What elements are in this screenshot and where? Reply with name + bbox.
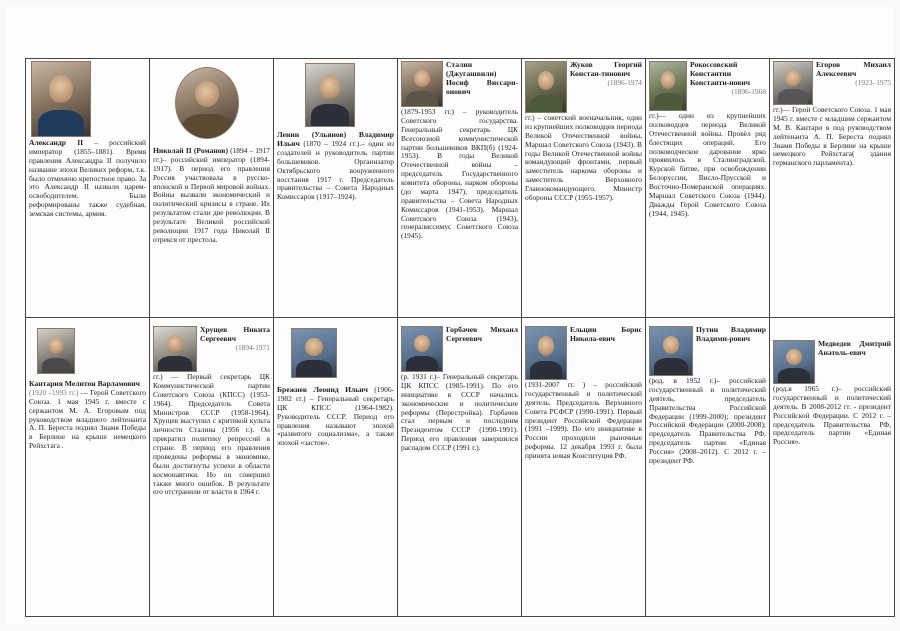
person-name: Хрущев Никита Сергеевич — [200, 325, 270, 343]
person-bio: (1879-1953 гг.) – руководитель Советского государства. Генеральный секретарь ЦК Всесоюзной коммунистической партии большевиков ВКП(б) (1924-1953). В годы Великой Отечественной войны – председатель Государственного комитета обороны, нарком обороны (до марта 1947), председатель правительства – Совета Народных Комиссаров (1941-1953). Маршал Советского Союза (1943), генералиссимус Советского Союза (1945). — [401, 107, 518, 241]
portrait-image — [175, 67, 239, 139]
portrait-image — [525, 326, 567, 380]
person-bio: (1870 – 1924 гг.).– один из создателей и руководитель партии большевиков. Организатор Октябрьского вооруженного восстания 1917 г. Председатель правительства – Совета Народных Комиссаров (1917–1924). — [277, 138, 394, 202]
card-stalin — [398, 59, 522, 318]
document-sheet — [6, 6, 894, 625]
person-years: (1896-1974 — [607, 77, 642, 87]
person-name: Ельцин Борис Никола-евич — [570, 325, 642, 343]
portrait-image — [153, 326, 197, 372]
card-putin — [646, 318, 770, 617]
card-egorov — [770, 59, 895, 318]
person-bio: (1931-2007 гг. ) – российский государственный и политический деятель. Председатель Верховного Совета РСФСР (1990-1991). Первый президент Российской Федерации (1991 –1999). По его инициативе в России проходили рыночные реформы. 12 декабря 1993 г. была принята новая Конституция РФ. — [525, 380, 642, 460]
card-alexander2 — [26, 59, 150, 318]
card-kantaria — [26, 318, 150, 617]
person-name: Николай II (Романов) — [153, 146, 229, 155]
portrait-image — [401, 326, 443, 372]
card-nicholas2 — [150, 59, 274, 318]
person-bio: (род.в 1965 г.)– российский государственный и политический деятель. В 2008-2012 гг. - президент Российской Федерации. С 2012 г. – председатель Правительства РФ, председатель партии «Единая Россия». — [773, 384, 891, 447]
portrait-image — [649, 326, 693, 376]
table-row — [26, 59, 895, 318]
person-name: Ленин (Ульянов) Владимир Ильич — [277, 130, 394, 148]
person-name: Жуков Георгий Констан-тинович — [570, 60, 642, 78]
card-gorbachev — [398, 318, 522, 617]
person-bio: гг.)–– один из крупнейших полководцев периода Великой Отечественной войны. Провёл ряд блестящих операций. Его полководческое дарование ярко проявилось в Сталинградской, Курской битве, при освобождении Белоруссии, Висло-Прусской и Восточно-Померанской операциях. Маршал Советского Союза (1944). Дважды Герой Советского Союза (1944, 1945). — [649, 111, 766, 218]
person-name: Горбачев Михаил Сергеевич — [446, 325, 518, 343]
card-lenin — [274, 59, 398, 318]
portrait-image — [649, 61, 687, 111]
card-khrushchev — [150, 318, 274, 617]
portrait-image — [37, 328, 75, 374]
portrait-image — [401, 61, 443, 107]
card-brezhnev — [274, 318, 398, 617]
portrait-image — [291, 328, 337, 378]
person-bio: (р. 1931 г.)– Генеральный секретарь ЦК КПСС (1985-1991). По его инициативе в СССР начались экономические и политические реформы (Перестройка). Горбачев стал первым и последним Президентом СССР (1990-1991). Период его правления завершился распадом СССР (1991 г.). — [401, 372, 518, 452]
rulers-table — [25, 58, 895, 617]
card-yeltsin — [522, 318, 646, 617]
person-years: (1894-1971 — [235, 342, 270, 352]
portrait-image — [773, 61, 813, 105]
person-years: (1896-1968 — [731, 86, 766, 96]
person-name: Егоров Михаил Алексеевич — [816, 60, 891, 78]
card-medvedev — [770, 318, 895, 617]
card-rokossovsky — [646, 59, 770, 318]
portrait-image — [31, 61, 91, 137]
portrait-image — [525, 61, 567, 113]
person-bio: — Герой Советского Союза. 1 мая 1945 г. вместе с сержантом М. А. Егоровым под руководством младшего лейтенанта А. П. Береста поднял Знамя Победы в Берлине на крыше немецкого Рейхстага . — [29, 387, 146, 451]
person-bio: гг.)— Герой Советского Союза. 1 мая 1945 г. вместе с младшим сержантом М. В. Кантари я под руководством лейтенанта А. П. Береста поднял Знамя Победы в Берлине на крыше немецкого Рейхстага( здания германского парламента). — [773, 105, 891, 168]
portrait-image — [773, 340, 815, 384]
person-name: Сталин (Джугашвили) Иосиф Виссари-онович — [446, 60, 518, 96]
person-bio: (род. в 1952 г.)– российский государственный и политический деятель, председатель Правительства Российской Федерации (1999-2000); президент Российской Федерации (2000-2008); председатель Правительства РФ, председатель партии «Единая Россия» (2008–2012). С 2012 г. – президент РФ. — [649, 376, 766, 465]
person-bio: гг.) — Первый секретарь ЦК Коммунистической партии Советского Союза (КПСС) (1953-1964). Председатель Совета Министров СССР (1958-1964). Хрущев выступил с критикой культа личности Сталина (1956 г.). Он прекратил политику репрессий в стране. В период его правления проведены реформы в экономике, были достигнуты успехи в области космонавтики. Но он совершил также много ошибок. В результате его отстранили от власти в 1964 г. — [153, 372, 270, 497]
person-years: (1920 –1993 гг.) — [29, 387, 79, 397]
person-bio: – российский император (1855–1881). Время правления Александра II получило название эпохи Великих реформ, т.к. было отменено крепостное право. За это Александр II назвали царем-освободителем. Были реформированы также судебная, земская системы, армия. — [29, 138, 147, 219]
person-name: Рокоссовский Константин Константи-нович — [690, 60, 751, 87]
portrait-image — [305, 63, 355, 127]
table-row — [26, 318, 895, 617]
person-bio: гг.) – советский военачальник, один из крупнейших полководцев периода Великой Отечественной войны, Маршал Советского Союза (1943). В годы Великой Отечественной войны командующий фронтами, первый заместитель наркома обороны и заместитель Верховного Главнокомандующего. Министр обороны СССР (1955-1957). — [525, 113, 642, 202]
person-name: Медведев Дмитрий Анатоль-евич — [818, 339, 891, 357]
person-years: (1923–1975 — [855, 77, 891, 87]
person-bio: (1894 – 1917 гг.)– российский император (1894-1917). В период его правления Россия участвовала в русско-японской и Первой мировой войнах. Войны вызвали экономический и политический кризисы в стране. Их результатом стали две революции. В результате Великой российской революции 1917 года Николай II отрекся от престола. — [153, 146, 271, 244]
person-name: Александр II — [29, 138, 84, 147]
person-name: Брежнев Леонид Ильич — [277, 385, 368, 394]
person-bio: (1906-1982 гг.) – Генеральный секретарь ЦК КПСС (1964-1982). Руководитель СССР. Период его правления называют эпохой «развитого социализма», а также эпохой «застоя». — [277, 385, 394, 448]
card-zhukov — [522, 59, 646, 318]
person-name: Путин Владимир Владими-рович — [696, 325, 766, 343]
person-name: Кантария Мелитон Варламович — [29, 379, 140, 388]
